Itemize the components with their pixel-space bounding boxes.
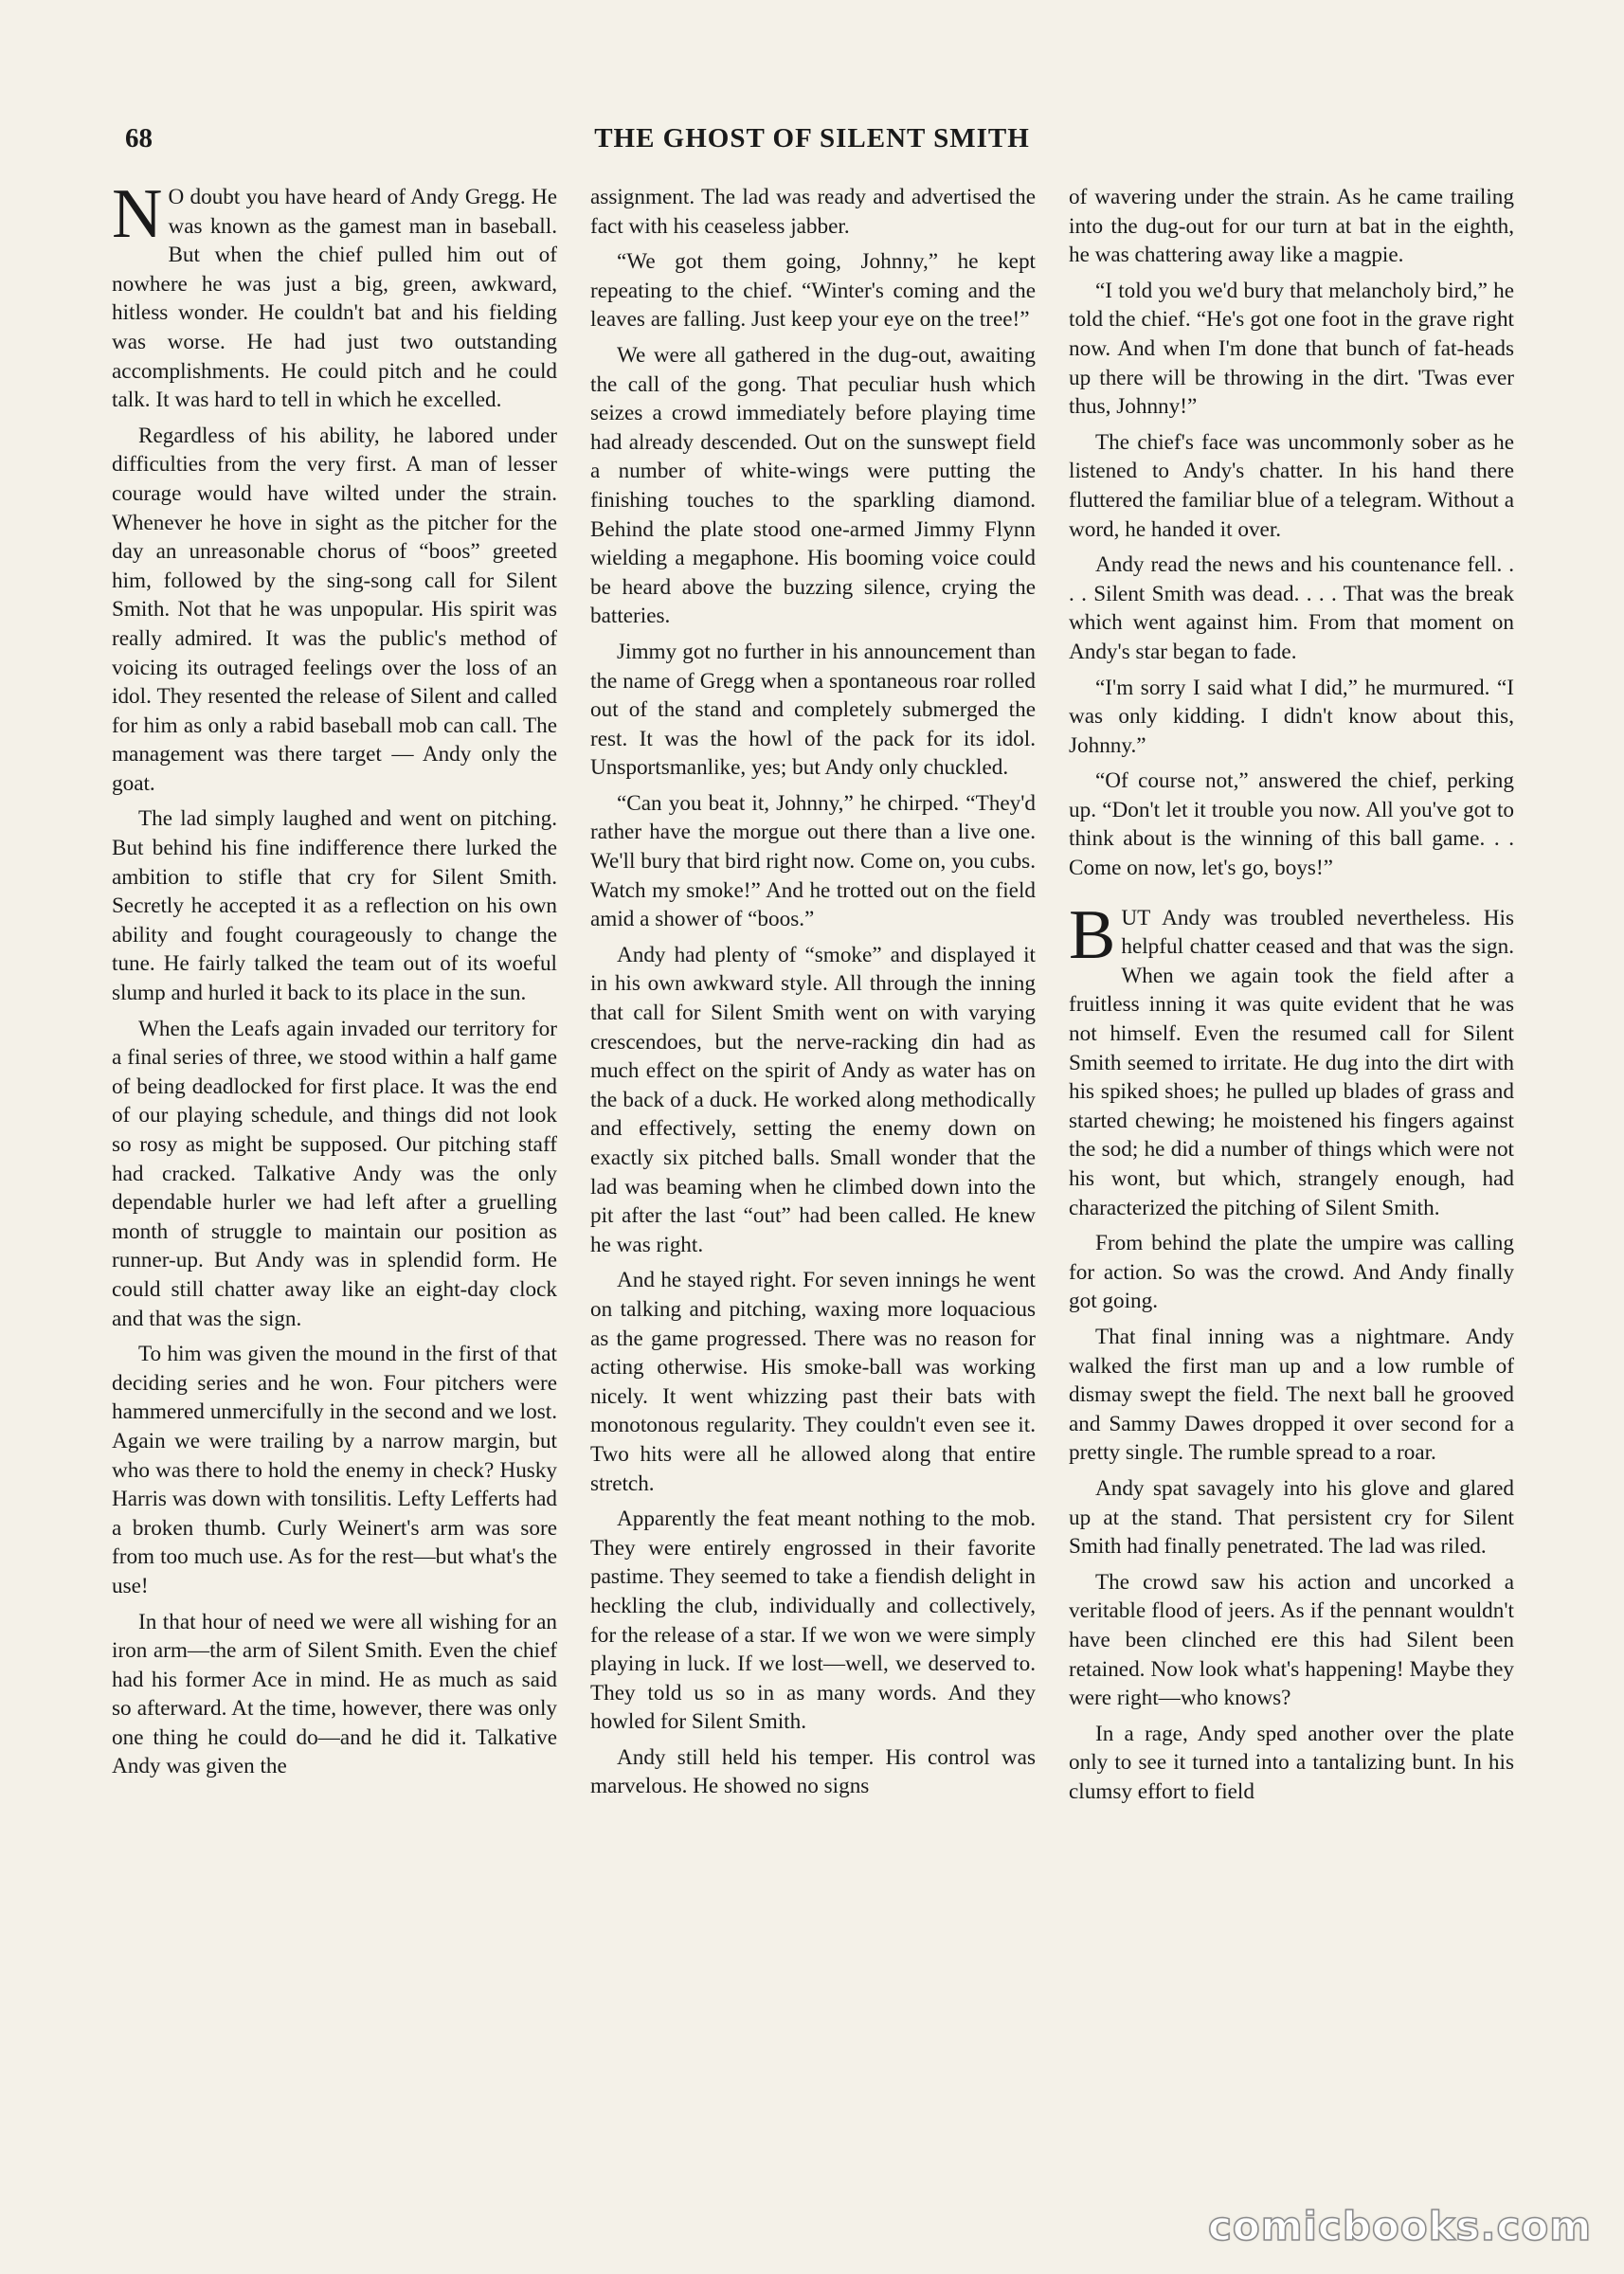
- paragraph: [590, 247, 1036, 334]
- paragraph-text: We were all gathered in the dug-out, awaiting the call of the gong. That peculiar hush which seizes a crowd immediately before playing time had already descended. Out on the sunswept field a number of white-wings were putting the finishing touches to the sparkling diamond. Behind the plate stood one-armed Jimmy Flynn wielding a megaphone. His booming voice could be heard above the buzzing silence, crying the batteries.: [590, 342, 1036, 629]
- paragraph-text: In that hour of need we were all wishing for an iron arm—the arm of Silent Smith. Even the chief had his former Ace in mind. He as much as said so afterward. At the time, however, there was only one thing he could do—and he did it. Talkative Andy was given the: [112, 1609, 557, 1779]
- paragraph-text: O doubt you have heard of Andy Gregg. He was known as the gamest man in baseball. But when the chief pulled him out of nowhere he was just a big, green, awkward, hitless wonder. He couldn't bat and his fielding was worse. He had just two outstanding accomplishments. He could pitch and he could talk. It was hard to tell in which he excelled.: [112, 185, 557, 413]
- paragraph: [112, 1608, 557, 1782]
- paragraph: [1069, 183, 1514, 270]
- watermark: comicbooks.com: [1208, 2203, 1592, 2249]
- paragraph: [112, 804, 557, 1007]
- paragraph-text: Regardless of his ability, he labored under difficulties from the very first. A man of lesser courage would have wilted under the strain. Whenever he hove in sight as the pitcher for the day an unreasonable chorus of “boos” greeted him, followed by the sing-song call for Silent Smith. Not that he was unpopular. His spirit was really admired. It was the public's method of voicing its outraged feelings over the loss of an idol. They resented the release of Silent and called for him as only a rabid baseball mob can call. The management was there target — Andy only the goat.: [112, 423, 557, 796]
- paragraph: [112, 1015, 557, 1334]
- paragraph: [1069, 1229, 1514, 1316]
- paragraph-text: To him was given the mound in the first of that deciding series and he won. Four pitchers were hammered unmercifully in the second and we lost. Again we were trailing by a narrow margin, but who was there to hold the enemy in check? Husky Harris was down with tonsilitis. Lefty Lefferts had a broken thumb. Curly Weinert's arm was sore from too much use. As for the rest—but what's the use!: [112, 1342, 557, 1598]
- running-title: THE GHOST OF SILENT SMITH: [594, 123, 1030, 153]
- paragraph: [590, 183, 1036, 241]
- text-column-3: [1069, 183, 1514, 2144]
- paragraph-text: Apparently the feat meant nothing to the mob. They were entirely engrossed in their favorite pastime. They seemed to take a fiendish delight in heckling the club, individually and collectively, for the release of a star. If we won we were simply playing in luck. If we lost—well, we deserved to. They told us so in as many words. And they howled for Silent Smith.: [590, 1507, 1036, 1735]
- paragraph-text: “I told you we'd bury that melancholy bird,” he told the chief. “He's got one foot in the grave right now. And when I'm done that bunch of fat-heads up there will be throwing in the dirt. 'Twas ever thus, Johnny!”: [1069, 278, 1514, 420]
- drop-cap: B: [1069, 895, 1116, 974]
- paragraph: [1069, 1474, 1514, 1561]
- paragraph-text: Andy had plenty of “smoke” and displayed it in his own awkward style. All through the inning that call for Silent Smith went on with varying crescendoes, but the nerve-racking din had as much effect on the spirit of Andy as water has on the back of a duck. He worked along methodically and effectively, setting the enemy down on exactly six pitched balls. Small wonder that the lad was beaming when he climbed down into the pit after the last “out” had been called. He knew he was right.: [590, 942, 1036, 1257]
- text-columns: [112, 183, 1514, 2144]
- paragraph-text: Jimmy got no further in his announcement than the name of Gregg when a spontaneous roar rolled out of the stand and completely submerged the rest. It was the howl of the pack for its idol. Unsportsmanlike, yes; but Andy only chuckled.: [590, 639, 1036, 781]
- paragraph-text: From behind the plate the umpire was calling for action. So was the crowd. And Andy finally got going.: [1069, 1231, 1514, 1314]
- paragraph-text: “We got them going, Johnny,” he kept repeating to the chief. “Winter's coming and the leaves are falling. Just keep your eye on the tree!”: [590, 249, 1036, 333]
- paragraph: [590, 638, 1036, 783]
- paragraph: [590, 1743, 1036, 1801]
- paragraph-text: of wavering under the strain. As he came trailing into the dug-out for our turn at bat in the eighth, he was chattering away like a magpie.: [1069, 185, 1514, 268]
- paragraph: [1069, 674, 1514, 761]
- text-column-2: [590, 183, 1036, 2144]
- paragraph-text: assignment. The lad was ready and advertised the fact with his ceaseless jabber.: [590, 185, 1036, 239]
- paragraph: [590, 1505, 1036, 1737]
- page-header: [114, 123, 1510, 165]
- paragraph: [1069, 1720, 1514, 1807]
- drop-cap: N: [112, 183, 163, 253]
- page-number: 68: [125, 123, 153, 153]
- paragraph-text: When the Leafs again invaded our territory for a final series of three, we stood within a half game of being deadlocked for first place. It was the end of our playing schedule, and things did not look so rosy as might be supposed. Our pitching staff had cracked. Talkative Andy was the only dependable hurler we had left after a gruelling month of struggle to maintain our position as runner-up. But Andy was in splendid form. He could still chatter away like an eight-day clock and that was the sign.: [112, 1016, 557, 1331]
- paragraph-text: That final inning was a nightmare. Andy walked the first man up and a low rumble of dismay swept the field. The next ball he grooved and Sammy Dawes dropped it over second for a pretty single. The rumble spread to a roar.: [1069, 1324, 1514, 1466]
- paragraph-text: The chief's face was uncommonly sober as he listened to Andy's chatter. In his hand there fluttered the familiar blue of a telegram. Without a word, he handed it over.: [1069, 429, 1514, 542]
- paragraph: [1069, 1323, 1514, 1468]
- paragraph-text: “Can you beat it, Johnny,” he chirped. “They'd rather have the morgue out there than a live one. We'll bury that bird right now. Come on, you cubs. Watch my smoke!” And he trotted out on the field amid a shower of “boos.”: [590, 790, 1036, 932]
- paragraph: [1069, 895, 1514, 1223]
- paragraph-text: Andy read the news and his countenance fell. . . . Silent Smith was dead. . . . That was the break which went against him. From that moment on Andy's star began to fade.: [1069, 552, 1514, 664]
- paragraph: [590, 941, 1036, 1260]
- text-column-1: [112, 183, 557, 2144]
- paragraph: [1069, 428, 1514, 544]
- paragraph: [1069, 277, 1514, 422]
- paragraph-text: The crowd saw his action and uncorked a veritable flood of jeers. As if the pennant wouldn't have been clinched ere this had Silent been retained. Now look what's happening! Maybe they were right—who knows?: [1069, 1569, 1514, 1711]
- paragraph: [1069, 1568, 1514, 1713]
- paragraph-text: Andy still held his temper. His control was marvelous. He showed no signs: [590, 1744, 1036, 1799]
- paragraph-text: “Of course not,” answered the chief, perking up. “Don't let it trouble you now. All you've got to think about is the winning of this ball game. . . Come on now, let's go, boys!”: [1069, 768, 1514, 881]
- paragraph-text: Andy spat savagely into his glove and glared up at the stand. That persistent cry for Silent Smith had finally penetrated. The lad was riled.: [1069, 1475, 1514, 1560]
- paragraph-text: “I'm sorry I said what I did,” he murmured. “I was only kidding. I didn't know about this, Johnny.”: [1069, 675, 1514, 758]
- paragraph: [112, 422, 557, 799]
- paragraph: [590, 789, 1036, 934]
- paragraph-text: UT Andy was troubled nevertheless. His helpful chatter ceased and that was the sign. When we again took the field after a fruitless inning it was quite evident that he was not himself. Even the resumed call for Silent Smith seemed to irritate. He dug into the dirt with his spiked shoes; he pulled up blades of grass and started chewing; he moistened his fingers against the sod; he did a number of things which were not his wont, but which, strangely enough, had characterized the pitching of Silent Smith.: [1069, 905, 1514, 1220]
- paragraph-text: The lad simply laughed and went on pitching. But behind his fine indifference there lurked the ambition to stifle that cry for Silent Smith. Secretly he accepted it as a reflection on his own ability and fought courageously to change the tune. He fairly talked the team out of its woeful slump and hurled it back to its place in the sun.: [112, 806, 557, 1006]
- paragraph-text: And he stayed right. For seven innings he went on talking and pitching, waxing more loquacious as the game progressed. There was no reason for acting otherwise. His smoke-ball was working nicely. It went whizzing past their bats with monotonous regularity. They couldn't even see it. Two hits were all he allowed along that entire stretch.: [590, 1268, 1036, 1496]
- paragraph: [112, 1340, 557, 1600]
- paragraph: [112, 183, 557, 415]
- paragraph: [590, 341, 1036, 631]
- paragraph: [1069, 550, 1514, 666]
- paragraph: [1069, 767, 1514, 882]
- paragraph: [590, 1266, 1036, 1498]
- paragraph-text: In a rage, Andy sped another over the plate only to see it turned into a tantalizing bunt. In his clumsy effort to field: [1069, 1721, 1514, 1804]
